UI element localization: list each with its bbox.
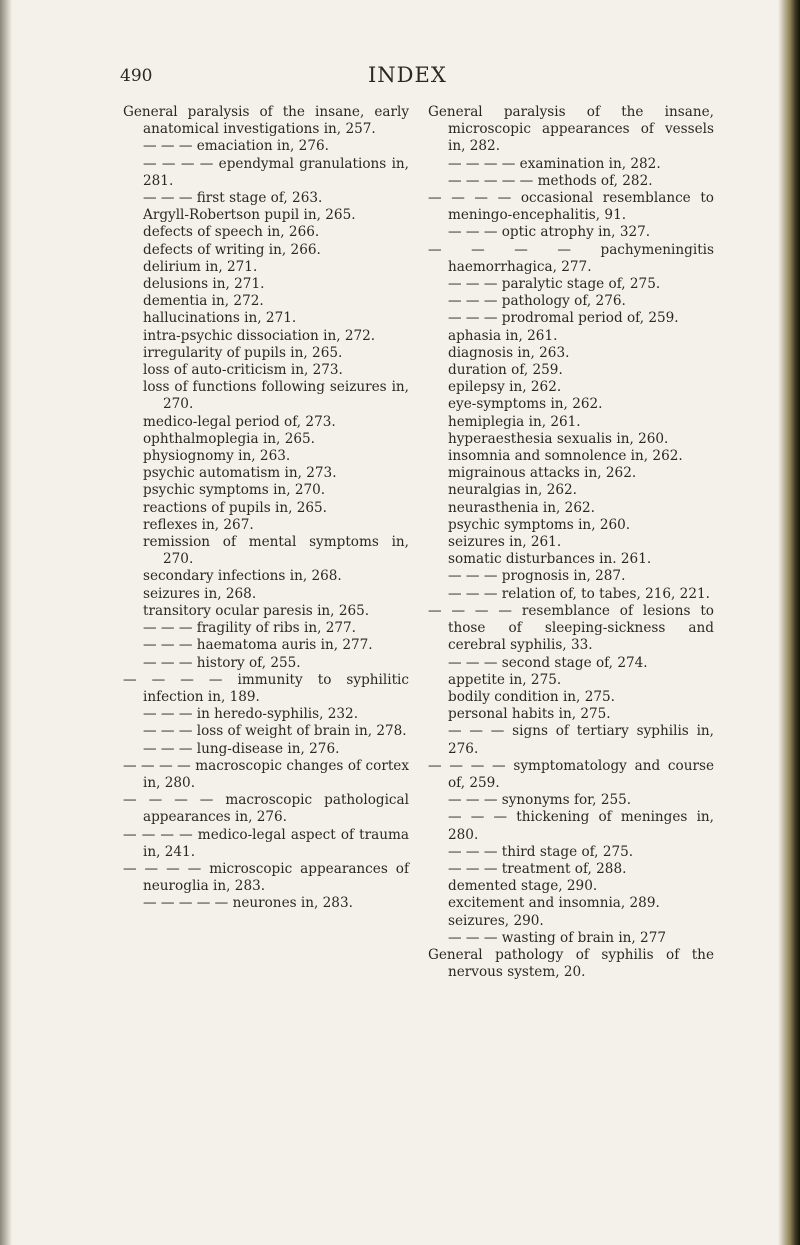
index-entry: loss of functions following seizures in, 270. — [143, 379, 409, 413]
index-entry: migrainous attacks in, 262. — [448, 465, 637, 482]
index-entry: — — — — examination in, 282. — [448, 155, 661, 172]
page-header — [0, 63, 800, 94]
running-head: INDEX — [368, 63, 447, 87]
index-entry: delirium in, 271. — [143, 258, 258, 275]
index-entry: duration of, 259. — [448, 362, 563, 379]
index-entry: personal habits in, 275. — [448, 706, 611, 723]
index-entry: — — — synonyms for, 255. — [448, 792, 632, 809]
index-entry: psychic automatism in, 273. — [143, 465, 337, 482]
index-entry: — — — haematoma auris in, 277. — [143, 637, 373, 654]
index-entry: — — — paralytic stage of, 275. — [448, 276, 661, 293]
index-columns — [118, 104, 773, 1204]
index-entry: loss of auto-criticism in, 273. — [143, 362, 343, 379]
index-entry: — — — pathology of, 276. — [448, 293, 626, 310]
index-entry: — — — relation of, to tabes, 216, 221. — [448, 585, 710, 602]
index-entry: excitement and insomnia, 289. — [448, 895, 660, 912]
index-entry: hemiplegia in, 261. — [448, 413, 581, 430]
index-entry: — — — — medico-legal aspect of trauma in, 241. — [123, 826, 409, 860]
index-entry: — — — — resemblance of lesions to those of sleeping-sickness and cerebral syphilis, 33. — [428, 602, 714, 654]
index-column-right — [428, 104, 714, 981]
page-number: 490 — [120, 66, 153, 86]
index-entry: General paralysis of the insane, early anatomical investigations in, 257. — [123, 104, 409, 138]
index-entry: reactions of pupils in, 265. — [143, 499, 328, 516]
index-entry: eye-symptoms in, 262. — [448, 396, 603, 413]
index-entry: — — — optic atrophy in, 327. — [448, 224, 651, 241]
index-entry: — — — fragility of ribs in, 277. — [143, 620, 356, 637]
index-entry: — — — thickening of meninges in, 280. — [448, 809, 714, 843]
index-entry: General pathology of syphilis of the nervous system, 20. — [428, 946, 714, 981]
index-entry: — — — — — neurones in, 283. — [143, 895, 353, 912]
index-entry: — — — emaciation in, 276. — [143, 138, 329, 155]
index-entry: — — — in heredo-syphilis, 232. — [143, 706, 359, 723]
index-entry: psychic symptoms in, 260. — [448, 516, 631, 533]
index-entry: — — — treatment of, 288. — [448, 860, 627, 877]
index-entry: — — — — immunity to syphilitic infection in, 189. — [123, 671, 409, 705]
index-entry: aphasia in, 261. — [448, 327, 558, 344]
index-entry: — — — third stage of, 275. — [448, 843, 634, 860]
index-entry: seizures in, 261. — [448, 534, 562, 551]
index-entry: medico-legal period of, 273. — [143, 413, 336, 430]
index-entry: — — — — ependymal granulations in, 281. — [143, 155, 409, 189]
index-entry: somatic disturbances in. 261. — [448, 551, 652, 568]
index-entry: — — — — — methods of, 282. — [448, 172, 653, 189]
index-entry: — — — lung-disease in, 276. — [143, 740, 340, 757]
index-entry: seizures in, 268. — [143, 585, 257, 602]
index-entry: hyperaesthesia sexualis in, 260. — [448, 430, 669, 447]
index-entry: diagnosis in, 263. — [448, 344, 570, 361]
index-entry: — — — — symptomatology and course of, 259. — [428, 757, 714, 791]
index-entry: demented stage, 290. — [448, 878, 598, 895]
index-entry: transitory ocular paresis in, 265. — [143, 602, 370, 619]
index-entry: General paralysis of the insane, microscopic appearances of vessels in, 282. — [428, 104, 714, 155]
index-entry: intra-psychic dissociation in, 272. — [143, 327, 376, 344]
index-entry: — — — — macroscopic changes of cortex in, 280. — [123, 757, 409, 791]
index-entry: — — — — occasional resemblance to meningo-encephalitis, 91. — [428, 190, 714, 224]
index-entry: — — — signs of tertiary syphilis in, 276. — [448, 723, 714, 757]
index-entry: — — — first stage of, 263. — [143, 190, 323, 207]
index-entry: psychic symptoms in, 270. — [143, 482, 326, 499]
index-entry: — — — wasting of brain in, 277 — [448, 929, 667, 946]
index-entry: — — — loss of weight of brain in, 278. — [143, 723, 407, 740]
index-entry: remission of mental symptoms in, 270. — [143, 534, 409, 568]
index-entry: ophthalmoplegia in, 265. — [143, 430, 315, 447]
index-entry: epilepsy in, 262. — [448, 379, 562, 396]
index-entry: physiognomy in, 263. — [143, 448, 291, 465]
index-entry: neuralgias in, 262. — [448, 482, 577, 499]
index-entry: insomnia and somnolence in, 262. — [448, 448, 683, 465]
index-entry: — — — history of, 255. — [143, 654, 301, 671]
index-column-left — [123, 104, 409, 913]
index-entry: — — — — macroscopic pathological appearances in, 276. — [123, 792, 409, 826]
index-entry: defects of writing in, 266. — [143, 241, 321, 258]
index-entry: seizures, 290. — [448, 912, 544, 929]
index-entry: dementia in, 272. — [143, 293, 264, 310]
page-edge-shadow — [778, 0, 800, 1245]
index-entry: appetite in, 275. — [448, 671, 562, 688]
index-entry: neurasthenia in, 262. — [448, 499, 595, 516]
index-entry: — — — prognosis in, 287. — [448, 568, 626, 585]
index-entry: secondary infections in, 268. — [143, 568, 342, 585]
index-entry: irregularity of pupils in, 265. — [143, 344, 343, 361]
index-entry: hallucinations in, 271. — [143, 310, 297, 327]
index-entry: — — — — pachymeningitis haemorrhagica, 277. — [428, 241, 714, 275]
index-entry: — — — — microscopic appearances of neuroglia in, 283. — [123, 860, 409, 895]
index-entry: delusions in, 271. — [143, 276, 265, 293]
index-entry: — — — prodromal period of, 259. — [448, 310, 679, 327]
index-entry: defects of speech in, 266. — [143, 224, 320, 241]
index-entry: reflexes in, 267. — [143, 516, 254, 533]
index-entry: — — — second stage of, 274. — [448, 654, 648, 671]
index-entry: Argyll-Robertson pupil in, 265. — [143, 207, 356, 224]
book-gutter — [0, 0, 12, 1245]
index-entry: bodily condition in, 275. — [448, 688, 615, 705]
